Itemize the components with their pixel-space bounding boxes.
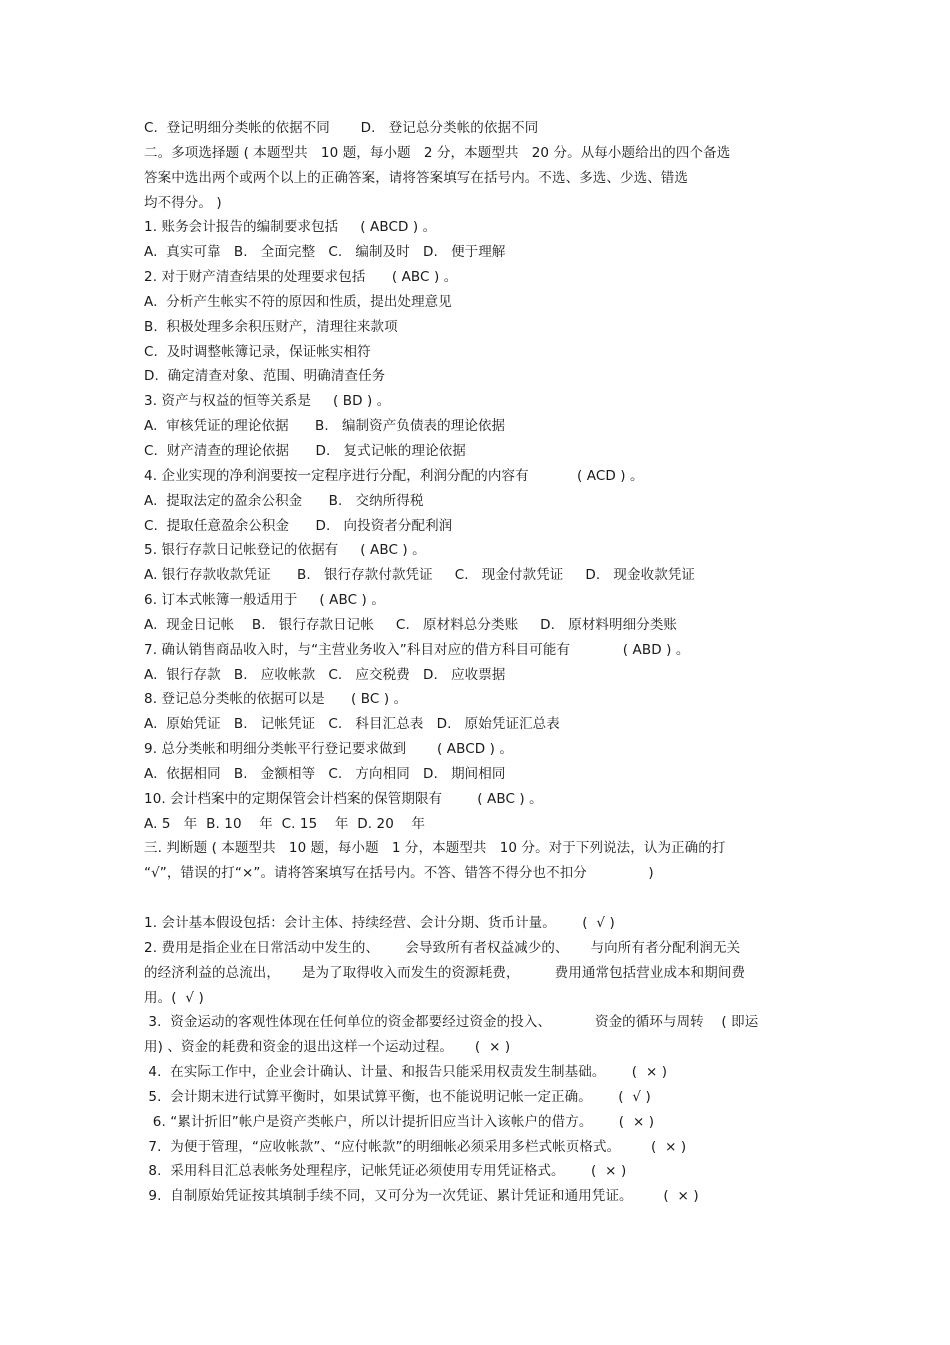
text-line: 1. 会计基本假设包括：会计主体、持续经营、会计分期、货币计量。 ( √ ) (144, 915, 615, 931)
text-line: A. 分析产生帐实不符的原因和性质，提出处理意见 (144, 293, 452, 310)
text-line: B. 积极处理多余积压财产，清理往来款项 (144, 318, 398, 335)
text-line: 7. 为便于管理，“应收帐款”、“应付帐款”的明细帐必须采用多栏式帐页格式。 ( × ) (144, 1138, 687, 1155)
text-line: 4. 企业实现的净利润要按一定程序进行分配，利润分配的内容有 ( ACD ) 。 (144, 467, 644, 484)
text-line: “√”，错误的打“×”。请将答案填写在括号内。不答、错答不得分也不扣分 ) (144, 865, 654, 882)
text-line (144, 886, 810, 911)
text-line: A. 审核凭证的理论依据 B. 编制资产负债表的理论依据 (144, 418, 506, 435)
text-line: A. 5 年 B. 10 年 C. 15 年 D. 20 年 (144, 815, 426, 832)
text-line: 7. 确认销售商品收入时，与“主营业务收入”科目对应的借方科目可能有 ( ABD ) 。 (144, 641, 690, 658)
text-line: C. 及时调整帐簿记录，保证帐实相符 (144, 343, 371, 360)
text-line: 9. 自制原始凭证按其填制手续不同，又可分为一次凭证、累计凭证和通用凭证。 ( × ) (144, 1188, 699, 1205)
text-line: 6. “累计折旧”帐户是资产类帐户，所以计提折旧应当计入该帐户的借方。 ( × ) (144, 1113, 655, 1130)
text-line: A. 真实可靠 B. 全面完整 C. 编制及时 D. 便于理解 (144, 244, 506, 261)
text-line: C. 登记明细分类帐的依据不同 D. 登记总分类帐的依据不同 (144, 120, 539, 136)
text-line: 10. 会计档案中的定期保管会计档案的保管期限有 ( ABC ) 。 (144, 790, 543, 807)
text-line: 4. 在实际工作中，企业会计确认、计量、和报告只能采用权责发生制基础。 ( × ) (144, 1064, 668, 1081)
text-line: A. 银行存款收款凭证 B. 银行存款付款凭证 C. 现金付款凭证 D. 现金收款凭证 (144, 567, 696, 584)
text-line: 9. 总分类帐和明细分类帐平行登记要求做到 ( ABCD ) 。 (144, 741, 513, 758)
text-line: A. 依据相同 B. 金额相等 C. 方向相同 D. 期间相同 (144, 765, 506, 782)
text-line: 2. 费用是指企业在日常活动中发生的、 会导致所有者权益减少的、 与向所有者分配利润无关 (144, 939, 741, 956)
text-line: 的经济利益的总流出， 是为了取得收入而发生的资源耗费， 费用通常包括营业成本和期间费 (144, 964, 746, 981)
text-line: 5. 银行存款日记帐登记的依据有 ( ABC ) 。 (144, 542, 426, 559)
text-line: 8. 登记总分类帐的依据可以是 ( BC ) 。 (144, 691, 408, 708)
text-line: 2. 对于财产清查结果的处理要求包括 ( ABC ) 。 (144, 269, 458, 286)
text-line: 用。( √ ) (144, 989, 204, 1006)
text-line: 3. 资金运动的客观性体现在任何单位的资金都要经过资金的投入、 资金的循环与周转 ( 即运 (144, 1014, 759, 1031)
text-line: C. 提取任意盈余公积金 D. 向投资者分配利润 (144, 517, 453, 534)
text-line: A. 银行存款 B. 应收帐款 C. 应交税费 D. 应收票据 (144, 666, 506, 683)
text-line: D. 确定清查对象、范围、明确清查任务 (144, 368, 386, 385)
text-line: A. 现金日记帐 B. 银行存款日记帐 C. 原材料总分类账 D. 原材料明细分类账 (144, 616, 678, 633)
text-line: 8. 采用科目汇总表帐务处理程序，记帐凭证必须使用专用凭证格式。 ( × ) (144, 1163, 627, 1180)
text-line: C. 财产清查的理论依据 D. 复式记帐的理论依据 (144, 442, 466, 459)
text-line: 用) 、资金的耗费和资金的退出这样一个运动过程。 ( × ) (144, 1039, 511, 1056)
text-line: 均不得分。 ) (144, 194, 222, 211)
text-line: 1. 账务会计报告的编制要求包括 ( ABCD ) 。 (144, 219, 437, 236)
text-line: 5. 会计期末进行试算平衡时，如果试算平衡，也不能说明记帐一定正确。 ( √ ) (144, 1088, 651, 1105)
document-page (144, 116, 810, 1209)
text-line: 答案中选出两个或两个以上的正确答案，请将答案填写在括号内。不选、多选、少选、错选 (144, 169, 688, 186)
text-line: 6. 订本式帐簿一般适用于 ( ABC ) 。 (144, 592, 385, 609)
text-line: 三. 判断题 ( 本题型共 10 题，每小题 1 分，本题型共 10 分。对于下列说法，认为正确的打 (144, 840, 726, 857)
text-line: 3. 资产与权益的恒等关系是 ( BD ) 。 (144, 393, 391, 410)
text-line: A. 原始凭证 B. 记帐凭证 C. 科目汇总表 D. 原始凭证汇总表 (144, 716, 560, 733)
text-line: 二。多项选择题 ( 本题型共 10 题，每小题 2 分，本题型共 20 分。从每小题给出的四个备选 (144, 144, 731, 161)
text-line: A. 提取法定的盈余公积金 B. 交纳所得税 (144, 492, 424, 509)
